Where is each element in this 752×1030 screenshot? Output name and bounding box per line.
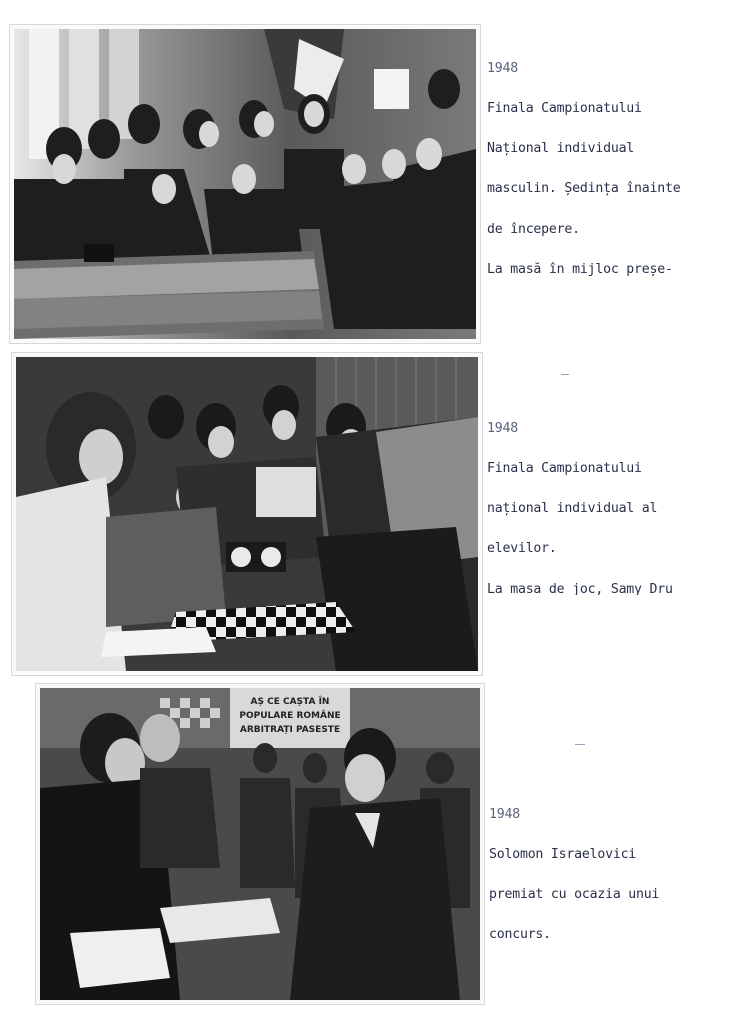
photo-chess-championship-final-group-icon — [14, 29, 476, 339]
photo-student-chess — [12, 353, 482, 675]
caption-line: de începere. — [487, 221, 580, 237]
caption-line: premiat cu ocazia unui — [489, 887, 660, 903]
caption-photo-2 — [487, 395, 727, 595]
caption-year: 1948 — [487, 60, 518, 76]
photo-championship-group — [10, 25, 480, 343]
caption-line: concurs. — [489, 927, 551, 943]
caption-year: 1948 — [487, 420, 518, 436]
caption-photo-1 — [487, 35, 727, 295]
page-mark — [575, 744, 585, 745]
caption-line: La masă în mijloc preșe- — [487, 261, 673, 277]
banner-line: AȘ CE CAȘTA ÎN — [250, 697, 330, 707]
caption-year: 1948 — [489, 806, 520, 822]
caption-line: masculin. Ședința înainte — [487, 181, 681, 197]
caption-line: Finala Campionatului — [487, 461, 642, 477]
caption-line: Național individual — [487, 141, 635, 157]
caption-line: Finala Campionatului — [487, 101, 642, 117]
page-mark — [561, 374, 569, 375]
caption-line: Solomon Israelovici — [489, 847, 637, 863]
caption-line: elevilor. — [487, 541, 557, 557]
photo-award — [36, 684, 484, 1004]
banner-line: POPULARE ROMÂNE — [239, 711, 341, 721]
caption-photo-3 — [489, 781, 729, 961]
caption-line: național individual al — [487, 501, 658, 517]
caption-line: La masa de joc, Samy Dru — [487, 581, 673, 595]
banner-line: ARBITRAȚI PASESTE — [239, 725, 341, 735]
photo-award-ceremony-icon — [40, 688, 480, 1000]
photo-student-chess-game-icon — [16, 357, 478, 671]
